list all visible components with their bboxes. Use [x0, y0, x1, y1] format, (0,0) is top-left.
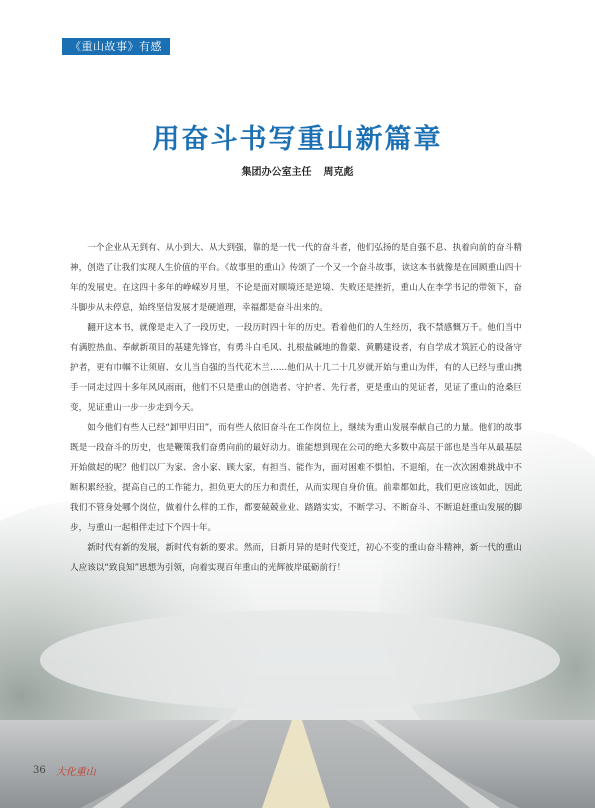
page-number: 36 [33, 764, 46, 776]
article-title: 用奋斗书写重山新篇章 [152, 124, 443, 155]
paragraph: 翻开这本书，就像是走入了一段历史，一段历时四十年的历史。看着他们的人生经历，我不禁感慨万千。他们当中有满腔热血、奉献新项目的基建先锋官，有勇斗白毛风、扎根盐碱地的鲁蒙、黄鹏建设者，有自学成才筑匠心的设备守护者，更有巾帼不让须眉、女儿当自强的当代花木兰……他们从十几二十几岁就开始与重山为伴，有的人已经与重山携手一同走过四十多年风风雨雨，他们不只是重山的创造者、守护者、先行者，更是重山的见证者，见证了重山的沧桑巨变，见证重山一步一步走到今天。 [70, 323, 522, 413]
page-footer [33, 762, 96, 778]
author-name: 周克彪 [323, 167, 354, 178]
paragraph: 新时代有新的发展，新时代有新的要求。然而，日新月异的是时代变迁，初心不变的重山奋斗精神，新一代的重山人应该以“致良知”思想为引领，向着实现百年重山的光辉彼岸砥砺前行！ [70, 543, 522, 573]
publication-logo: 大化重山 [55, 766, 96, 778]
paragraph: 一个企业从无到有、从小到大、从大到强，靠的是一代一代的奋斗者，他们弘扬的是自强不息、执着向前的奋斗精神，创造了让我们实现人生价值的平台。《故事里的重山》传颂了一个又一个奋斗故事，读这本书就像是在回顾重山四十年的发展史。在这四十多年的峥嵘岁月里，不论是面对顺境还是逆境、失败还是挫折，重山人在李学书记的带领下，奋斗脚步从未停息，始终坚信发展才是硬道理，幸福都是奋斗出来的。 [70, 243, 522, 313]
author-role: 集团办公室主任 [241, 167, 312, 178]
paragraph: 如今他们有些人已经“卸甲归田”，而有些人依旧奋斗在工作岗位上，继续为重山发展奉献自己的力量。他们的故事既是一段奋斗的历史，也是鞭策我们奋勇向前的最好动力。谁能想到现在公司的绝大多数中高层干部也是当年从最基层开始做起的呢？他们以厂为家、舍小家、顾大家，有担当、能作为，面对困难不惧怕、不退缩，在一次次困难挑战中不断积累经验，提高自己的工作能力，担负更大的压力和责任，从而实现自身价值。前辈都如此，我们更应该如此，因此我们不管身处哪个岗位，做着什么样的工作，都要兢兢业业、踏踏实实，不断学习、不断奋斗、不断追赶重山发展的脚步，与重山一起相伴走过下个四十年。 [70, 423, 522, 533]
author-line [0, 163, 595, 178]
article-body [70, 238, 522, 578]
section-tag: 《重山故事》有感 [62, 38, 170, 55]
